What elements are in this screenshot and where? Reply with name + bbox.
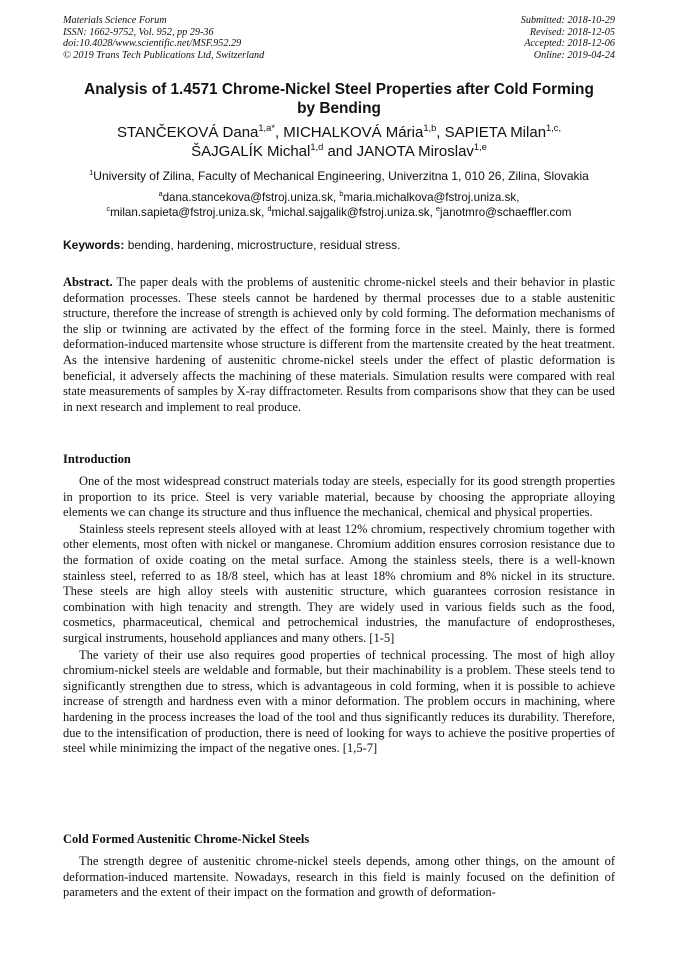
introduction-section (63, 474, 615, 758)
author-line-2 (50, 142, 628, 161)
date-submitted: Submitted: 2018-10-29 (520, 15, 615, 26)
author-affil-mark: 1,b (423, 123, 437, 133)
email-mark: d (267, 204, 272, 214)
paragraph: The variety of their use also requires good properties of technical processing. The most of high alloy chromium-nickel steels are weldable and formable, but their machinability is a problem. These steels tend to significantly strengthen due to stress, which is advantageous in cold forming, when it is possible to achieve increase of strength and hardness even with a minor deformation. The problem occurs in machining, where hardening in the process increases the load of the tool and thus significantly reduces its durability. Therefore, due to the intensification of production, there is need of looking for ways to achieve the positive properties of steel while minimizing the impact of the negative ones. [1,5-7] (63, 647, 615, 756)
journal-name: Materials Science Forum (63, 15, 167, 26)
author-affil-mark: 1,e (473, 142, 487, 152)
author-affil-mark: 1,a* (258, 123, 275, 133)
author-name: SAPIETA Milan (444, 124, 547, 141)
date-accepted: Accepted: 2018-12-06 (524, 38, 615, 50)
author-separator: , (436, 124, 445, 141)
email-separator: , (429, 206, 437, 219)
date-revised: Revised: 2018-12-05 (529, 26, 615, 38)
email-separator: , (516, 191, 520, 204)
author-name: MICHALKOVÁ Mária (283, 124, 424, 141)
keywords-text: bending, hardening, microstructure, residual stress. (127, 238, 401, 252)
keywords (63, 238, 615, 252)
email-mark: b (339, 189, 344, 199)
abstract (63, 275, 615, 415)
email-separator: , (261, 206, 268, 219)
journal-copyright: © 2019 Trans Tech Publications Ltd, Switzerland (63, 49, 265, 61)
email-separator: , (332, 191, 340, 204)
author-line-1 (50, 123, 628, 142)
journal-info (63, 15, 264, 61)
abstract-label: Abstract. (63, 275, 113, 289)
email-mark: a (158, 189, 163, 199)
section-heading-cold-formed: Cold Formed Austenitic Chrome-Nickel Steels (63, 832, 310, 846)
affiliation-text: University of Zilina, Faculty of Mechanical Engineering, Univerzitna 1, 010 26, Zilina, Slovakia (93, 169, 589, 183)
email-mark: e (436, 204, 441, 214)
email-link[interactable]: dana.stancekova@fstroj.uniza.sk (162, 191, 333, 204)
paper-title-line-2: by Bending (297, 100, 381, 117)
author-name: ŠAJGALÍK Michal (191, 143, 311, 160)
author-list (50, 123, 628, 161)
email-link[interactable]: maria.michalkova@fstroj.uniza.sk (343, 191, 517, 204)
email-link[interactable]: michal.sajgalik@fstroj.uniza.sk (271, 206, 430, 219)
journal-doi[interactable]: doi:10.4028/www.scientific.net/MSF.952.29 (63, 38, 242, 50)
author-name: JANOTA Miroslav (356, 143, 474, 160)
email-line-2 (40, 205, 638, 220)
author-name: STANČEKOVÁ Dana (116, 124, 259, 141)
keywords-label: Keywords: (63, 238, 125, 252)
paragraph: One of the most widespread construct materials today are steels, especially for its good strength properties in proportion to its price. Steel is very variable material, because by choosing the appropriate alloying elements we can change its structure and thus influence the mechanical, chemical and physical properties. (63, 474, 615, 520)
email-line-1 (40, 190, 638, 205)
author-separator: , (274, 124, 284, 141)
cold-formed-section (63, 854, 615, 901)
email-link[interactable]: milan.sapieta@fstroj.uniza.sk (110, 206, 262, 219)
submission-dates (521, 15, 615, 61)
section-heading-introduction: Introduction (63, 452, 131, 466)
author-affil-mark: 1,c, (546, 123, 562, 133)
affiliation-mark: 1 (89, 168, 94, 177)
author-emails (40, 190, 638, 220)
email-mark: c (106, 204, 111, 214)
abstract-text: The paper deals with the problems of austenitic chrome-nickel steels and their behavior in plastic deformation processes. These steels cannot be hardened by thermal processes due to a stable austenitic structure, therefore the increase of strength is achieved only by cold forming. The deformation mechanisms of the slip or twinning are activated by the effect of the forming force in the steel. Mainly, there is formed deformation-induced martensite whose structure is different from the martensite created by the heat treatment. As the intensive hardening of austenitic chrome-nickel steels under the effect of plastic deformation is beneficial, it adversely affects the machining of these materials. Simulation results were compared with real state measurements of samples by X-ray diffractometer. Results from comparisons show that they can be used in next research and implement to real produce. (63, 275, 616, 414)
email-link[interactable]: janotmro@schaeffler.com (440, 206, 572, 219)
abstract-paragraph (63, 275, 615, 415)
paper-title (60, 80, 618, 118)
paragraph: The strength degree of austenitic chrome-nickel steels depends, among other things, on the amount of deformation-induced martensite. Nowadays, research in this field is mainly focused on the definition of parameters and the extent of their impact on the formation and growth of deformation- (63, 854, 615, 900)
journal-issn: ISSN: 1662-9752, Vol. 952, pp 29-36 (63, 26, 214, 38)
affiliation (40, 169, 638, 183)
paper-title-line-1: Analysis of 1.4571 Chrome-Nickel Steel Properties after Cold Forming (84, 81, 594, 98)
date-online: Online: 2019-04-24 (533, 49, 615, 61)
author-separator: and (323, 143, 357, 160)
paragraph: Stainless steels represent steels alloyed with at least 12% chromium, respectively chromium together with other elements, most often with nickel or manganese. Chromium addition ensures corrosion resistance due to the formation of oxide coating on the metal surface. Among the stainless steels, there is a well-known stainless steel, referred to as 18/8 steel, which has at least 18% chromium and 8% nickel in its structure. These steels are high alloy steels with austenitic structure, which guarantees corrosion resistance in combination with high tenacity and strength. They are widely used in various fields such as the food, cosmetics, pharmaceutical, chemical and petrochemical industries, the manufacture of endoprostheses, surgical instruments, household appliances and many others. [1-5] (63, 521, 615, 645)
author-affil-mark: 1,d (310, 142, 324, 152)
